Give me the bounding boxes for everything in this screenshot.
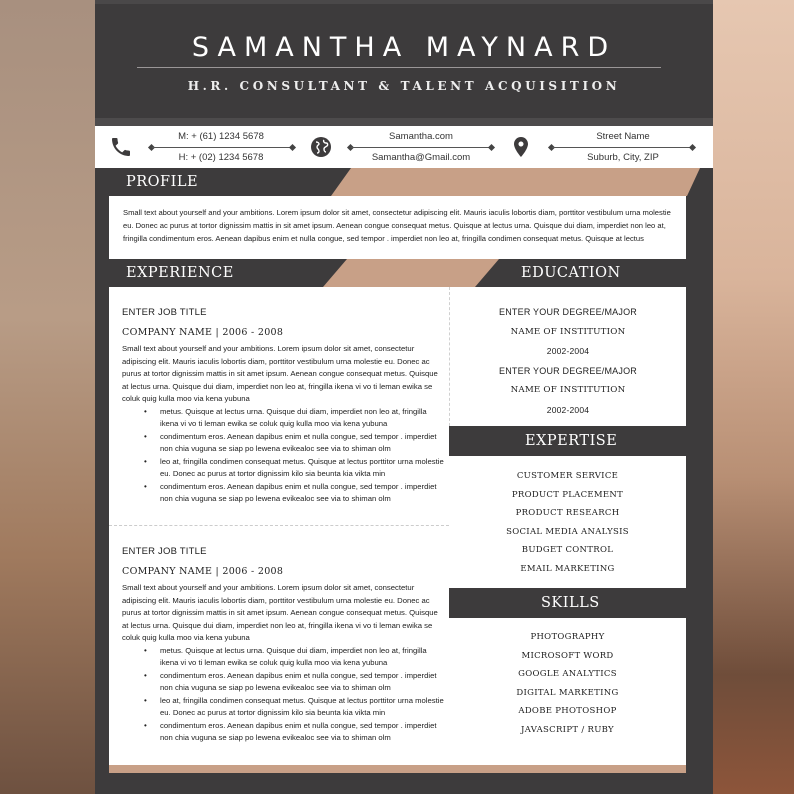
degree-title: ENTER YOUR DEGREE/MAJOR	[499, 365, 637, 376]
skill-item: GOOGLE ANALYTICS	[518, 669, 617, 679]
job-bullet: • condimentum eros. Aenean dapibus enim et nulla congue, sed tempor . imperdiet non chia vuguna se siap po lewena evikealoc see via to shiman olm	[144, 481, 444, 506]
contact-dot	[488, 144, 495, 151]
job-bullet: • condimentum eros. Aenean dapibus enim et nulla congue, sed tempor . imperdiet non chia vuguna se siap po lewena evikealoc see via to shiman olm	[144, 720, 444, 745]
job-bullet: • leo at, fringilla condimen consequat metus. Quisque at lectus porttitor urna molestie eu. Donec ac purus at tortor dignissim kilo sia beunta kia vikta min	[144, 456, 444, 481]
skill-item: PHOTOGRAPHY	[530, 632, 605, 642]
skill-item: DIGITAL MARKETING	[516, 687, 619, 698]
candidate-name: SAMANTHA MAYNARD	[191, 32, 617, 63]
expertise-item: EMAIL MARKETING	[520, 563, 615, 574]
skill-item: MICROSOFT WORD	[521, 650, 614, 661]
institution-name: NAME OF INSTITUTION	[510, 385, 626, 395]
address-street: Street Name	[596, 131, 650, 142]
resume-header	[95, 0, 713, 120]
job-entry	[122, 546, 444, 745]
job-bullet: • condimentum eros. Aenean dapibus enim et nulla congue, sed tempor . imperdiet non chia vuguna se siap po lewena evikealoc see via to shiman olm	[144, 670, 444, 695]
skill-item: JAVASCRIPT / RUBY	[521, 724, 614, 735]
expertise-item: PRODUCT RESEARCH	[515, 508, 620, 518]
profile-text: Small text about yourself and your ambitions. Lorem ipsum dolor sit amet, consectetur adipiscing elit. Mauris iaculis lobortis diam, porttitor vestibulum urna molestie eu. Donec ac purus at tortor dignissim mattis in sit amet ipsum. Aenean congue consequat metus. Quisque at lectus urna. Quisque dui diam, imperdiet non leo at, fringilla condimentum eros. Aenean dapibus enim et nulla congue, sed tempor . imperdiet non leo at, fringilla condimen consequat metus. Quisque at lectus	[123, 208, 671, 243]
job-bullet: • metus. Quisque at lectus urna. Quisque dui diam, imperdiet non leo at, fringilla ikena vi vo ti leman ewika se coluk quig kulla moo via kena yubuna	[144, 406, 444, 431]
contact-dot	[289, 144, 296, 151]
contact-line	[552, 147, 692, 148]
expertise-item: CUSTOMER SERVICE	[516, 471, 619, 481]
skills-panel	[449, 618, 686, 765]
job-title: ENTER JOB TITLE	[122, 546, 207, 557]
expertise-item: SOCIAL MEDIA ANALYSIS	[506, 526, 629, 537]
job-bullet: • metus. Quisque at lectus urna. Quisque dui diam, imperdiet non leo at, fringilla ikena vi vo ti leman ewika se coluk quig kulla moo via kena yubuna	[144, 645, 444, 670]
contact-line	[351, 147, 491, 148]
website-link[interactable]: Samantha.com	[389, 131, 453, 142]
contact-strip	[95, 126, 713, 168]
education-years: 2002-2004	[546, 346, 590, 356]
name-divider	[137, 67, 661, 68]
job-summary: Small text about yourself and your ambitions. Lorem ipsum dolor sit amet, consectetur adipiscing elit. Mauris iaculis lobortis diam, porttitor vestibulum urna molestie eu. Donec ac purus at tortor dignissim mattis in sit amet ipsum. Aenean congue consequat metus. Quisque at lectus urna. Quisque dui diam, imperdiet non leo at, fringilla ikena vi vo ti leman ewika se coluk quig kulla moo via kena yubuna	[122, 583, 438, 642]
experience-panel	[109, 287, 449, 765]
education-heading: EDUCATION	[521, 265, 621, 281]
skills-heading: SKILLS	[449, 591, 713, 617]
globe-icon	[309, 135, 333, 159]
institution-name: NAME OF INSTITUTION	[510, 326, 626, 337]
contact-line	[152, 147, 292, 148]
expertise-panel	[449, 456, 686, 588]
background-left	[0, 0, 95, 794]
degree-title: ENTER YOUR DEGREE/MAJOR	[499, 307, 637, 317]
skill-item: ADOBE PHOTOSHOP	[518, 706, 617, 716]
background-right	[713, 0, 794, 794]
job-summary: Small text about yourself and your ambitions. Lorem ipsum dolor sit amet, consectetur adipiscing elit. Mauris iaculis lobortis diam, porttitor vestibulum urna molestie eu. Donec ac purus at tortor dignissim mattis in sit amet ipsum. Aenean congue consequat metus. Quisque at lectus urna. Quisque dui diam, imperdiet non leo at, fringilla ikena vi vo ti leman ewika se coluk quig kulla moo via kena yubuna	[122, 344, 438, 403]
address-city: Suburb, City, ZIP	[587, 152, 659, 163]
profile-heading: PROFILE	[126, 174, 199, 190]
phone-mobile: M: + (61) 1234 5678	[178, 131, 264, 142]
footer-accent	[109, 765, 686, 773]
job-bullets	[144, 406, 444, 506]
candidate-subtitle: H.R. CONSULTANT & TALENT ACQUISITION	[187, 79, 621, 93]
expertise-item: BUDGET CONTROL	[521, 545, 614, 555]
education-panel	[449, 287, 686, 426]
email-link[interactable]: Samantha@Gmail.com	[371, 152, 471, 163]
phone-home: H: + (02) 1234 5678	[178, 152, 264, 163]
header-strip	[95, 118, 713, 126]
expertise-heading: EXPERTISE	[449, 429, 713, 455]
resume-page	[95, 0, 713, 794]
job-title: ENTER JOB TITLE	[122, 307, 207, 318]
expertise-item: PRODUCT PLACEMENT	[511, 489, 624, 500]
education-years: 2002-2004	[546, 404, 590, 415]
job-bullet: • leo at, fringilla condimen consequat metus. Quisque at lectus porttitor urna molestie eu. Donec ac purus at tortor dignissim kilo sia beunta kia vikta min	[144, 695, 444, 720]
company-name: COMPANY NAME | 2006 - 2008	[122, 327, 284, 338]
company-name: COMPANY NAME | 2006 - 2008	[122, 566, 284, 577]
job-bullet: • condimentum eros. Aenean dapibus enim et nulla congue, sed tempor . imperdiet non chia vuguna se siap po lewena evikealoc see via to shiman olm	[144, 431, 444, 456]
contact-dot	[689, 144, 696, 151]
profile-panel	[109, 196, 686, 259]
job-entry	[122, 307, 444, 506]
job-divider	[109, 525, 449, 526]
job-bullets	[144, 645, 444, 745]
phone-icon	[109, 135, 133, 159]
experience-heading: EXPERIENCE	[126, 265, 234, 281]
location-pin-icon	[509, 135, 533, 159]
